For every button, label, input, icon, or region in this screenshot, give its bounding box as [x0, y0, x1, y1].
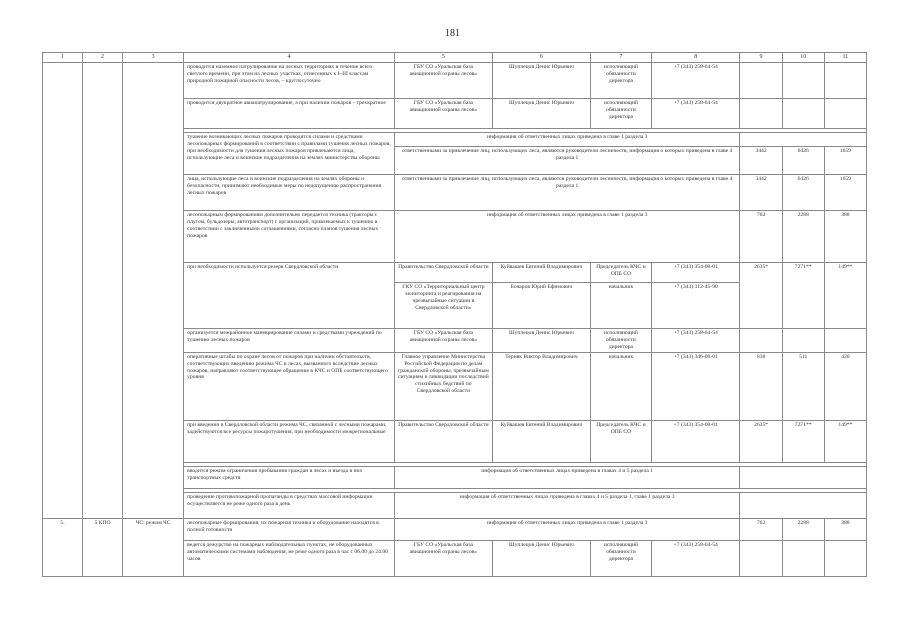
measure-cell: проводится двукратное авиапатрулирование, а при наличии пожаров – трехкратное	[184, 99, 395, 129]
count-cell: 2635*	[740, 263, 782, 329]
measure-cell: оперативные штабы по охране лесов от пожаров при наличии обстоятельств, соответствующих введению режима ЧС в лесах, вызванного вследствие лесных пожаров, направляют соответствующее обращение в КЧС и ОПБ соответствующего уровня	[184, 352, 395, 420]
count-cell	[824, 329, 866, 353]
count-cell: 762	[740, 211, 782, 263]
count-cell: 2288	[782, 518, 824, 540]
count-cell	[824, 63, 866, 99]
info-cell: информация об ответственных лицах приведена в главе 1 раздела 3	[394, 211, 740, 263]
info-cell: ответственными за привлечение лиц, использующих леса, являются руководители лесничеств, информация о которых приведена в главе 4 раздела 1	[394, 175, 740, 211]
col-header: 7	[590, 53, 651, 63]
count-cell: 2635*	[740, 420, 782, 462]
count-cell	[782, 540, 824, 576]
info-cell: ответственными за привлечение лиц, использующих леса, являются руководители лесничеств, информация о которых приведена в главе 4 раздела 1	[394, 147, 740, 175]
count-cell: 1659	[824, 175, 866, 211]
measure-cell: при введении в Свердловской области режима ЧС, связанной с лесными пожарами, задействуются все ресурсы пожаротушения, при необходимости межрегиональные	[184, 420, 395, 462]
position-cell: начальник	[590, 283, 651, 329]
response-measures-table	[42, 52, 867, 577]
phone-cell: +7 (343) 258-64-54	[651, 540, 740, 576]
count-cell	[740, 63, 782, 99]
count-cell: 420	[824, 352, 866, 420]
count-cell	[740, 133, 867, 147]
info-cell: информация об ответственных лицах приведена в главе 1 раздела 3	[394, 133, 740, 147]
column-number-row	[43, 53, 867, 63]
org-cell: Главное управление Министерства Российской Федерации по делам гражданской обороны, чрезвычайным ситуациям и ликвидации последствий стихийных бедствий по Свердловской области	[394, 352, 492, 420]
position-cell: исполняющий обязанности директора	[590, 540, 651, 576]
cell-number	[43, 63, 83, 519]
org-cell: ГБУ СО «Уральская база авиационной охраны лесов»	[394, 540, 492, 576]
table-row	[43, 518, 867, 540]
col-header: 2	[83, 53, 123, 63]
person-cell: Терняк Виктор Владимирович	[492, 352, 590, 420]
count-cell: 762	[740, 518, 782, 540]
count-cell: 149**	[824, 420, 866, 462]
info-cell: информация об ответственных лицах приведена в главе 1 раздела 3	[394, 518, 740, 540]
col-header: 8	[651, 53, 740, 63]
col-header: 10	[782, 53, 824, 63]
count-cell	[782, 99, 824, 129]
count-cell: 3442	[740, 147, 782, 175]
person-cell: Куйвашев Евгений Владимирович	[492, 420, 590, 462]
org-cell: Правительство Свердловской области	[394, 263, 492, 283]
count-cell: 7271**	[782, 420, 824, 462]
count-cell	[740, 329, 782, 353]
col-header: 1	[43, 53, 83, 63]
position-cell: начальник	[590, 352, 651, 420]
org-cell: ГБУ СО «Уральская база авиационной охраны лесов»	[394, 329, 492, 353]
phone-cell: +7 (343) 346-00-01	[651, 352, 740, 420]
person-cell: Шуплецов Денис Юрьевич	[492, 63, 590, 99]
org-cell: ГКУ СО «Территориальный центр мониторинга и реагирования на чрезвычайные ситуации в Свердловской области»	[394, 283, 492, 329]
page-number: 181	[445, 28, 460, 39]
org-cell: ГБУ СО «Уральская база авиационной охраны лесов»	[394, 63, 492, 99]
count-cell: 388	[824, 518, 866, 540]
table-row	[43, 63, 867, 99]
count-cell: 2288	[782, 211, 824, 263]
phone-cell: +7 (343) 258-64-54	[651, 63, 740, 99]
cell-number: 5.	[43, 518, 83, 576]
count-cell: 6426	[782, 175, 824, 211]
measure-cell: при необходимости используется резерв Свердловской области	[184, 263, 395, 329]
position-cell: исполняющий обязанности директора	[590, 329, 651, 353]
count-cell	[740, 99, 782, 129]
position-cell: Председатель КЧС и ОПБ СО	[590, 420, 651, 462]
person-cell: Шуплецов Денис Юрьевич	[492, 99, 590, 129]
col-header: 4	[184, 53, 395, 63]
measure-cell: лесопожарным формированиям дополнительно передается техника (тракторы с плугом, бульдозеры, автотранспорт) с организаций, привлекаемых к тушению в соответствии с заключенными соглашениями, согласно планов тушения лесных пожаров	[184, 211, 395, 263]
count-cell	[740, 466, 867, 488]
org-cell: ГБУ СО «Уральская база авиационной охраны лесов»	[394, 99, 492, 129]
count-cell	[740, 540, 782, 576]
person-cell: Шуплецов Денис Юрьевич	[492, 540, 590, 576]
count-cell: 838	[740, 352, 782, 420]
count-cell	[782, 63, 824, 99]
col-header: 3	[123, 53, 184, 63]
measure-cell: тушение возникающих лесных пожаров проводится силами и средствами лесопожарных формирований в соответствии с правилами тушения лесных пожаров, при необходимости для тушения лесных пожаров привлекаются лица, использующие леса и воинские подразделения на землях министерства обороны	[184, 133, 395, 175]
count-cell: 7271**	[782, 263, 824, 329]
count-cell	[782, 329, 824, 353]
measure-cell: организуется межрайонное маневрирование силами и средствами учреждений по тушению лесных пожаров	[184, 329, 395, 353]
position-cell: Председатель КЧС и ОПБ СО	[590, 263, 651, 283]
count-cell	[824, 99, 866, 129]
count-cell: 149**	[824, 263, 866, 329]
person-cell: Куйвашев Евгений Владимирович	[492, 263, 590, 283]
count-cell: 3442	[740, 175, 782, 211]
count-cell	[824, 540, 866, 576]
cell-level	[83, 63, 123, 519]
cell-level: 5 КПО	[83, 518, 123, 576]
person-cell: Шуплецов Денис Юрьевич	[492, 329, 590, 353]
count-cell: 1659	[824, 147, 866, 175]
info-cell: информация об ответственных лицах приведена в главах 4 и 5 раздела 1	[394, 466, 740, 488]
person-cell: Бочаров Юрий Ефимович	[492, 283, 590, 329]
org-cell: Правительство Свердловской области	[394, 420, 492, 462]
phone-cell: +7 (343) 354-00-01	[651, 420, 740, 462]
count-cell	[740, 492, 867, 518]
col-header: 9	[740, 53, 782, 63]
phone-cell: +7 (343) 258-64-54	[651, 329, 740, 353]
measure-cell: лесопожарные формирования, их пожарная техника и оборудование находятся в полной готовности	[184, 518, 395, 540]
count-cell: 511	[782, 352, 824, 420]
phone-cell: +7 (343) 258-64-54	[651, 99, 740, 129]
measure-cell: проведение противопожарной пропаганды в средствах массовой информации осуществляется не реже одного раза в день	[184, 492, 395, 518]
position-cell: исполняющий обязанности директора	[590, 63, 651, 99]
phone-cell: +7 (343) 354-00-01	[651, 263, 740, 283]
count-cell: 6426	[782, 147, 824, 175]
cell-mode	[123, 63, 184, 519]
col-header: 5	[394, 53, 492, 63]
phone-cell: +7 (343) 312-45-90	[651, 283, 740, 329]
col-header: 6	[492, 53, 590, 63]
info-cell: информация об ответственных лицах приведена в главах 4 и 5 раздела 1, главе 1 раздела 3	[394, 492, 740, 518]
col-header: 11	[824, 53, 866, 63]
measure-cell: проводится наземное патрулирование на лесных территориях в течение всего светлого времени, при этом на лесных участках, отнесенных к I–III классам природной пожарной опасности лесов, – круглосуточно	[184, 63, 395, 99]
measure-cell: лица, использующие леса и воинские подразделения на землях обороны и безопасности, принимают необходимые меры по недопущению распространения лесных пожаров	[184, 175, 395, 211]
cell-mode: ЧС: режим ЧС	[123, 518, 184, 576]
measure-cell: вводится режим ограничения пребывания граждан в лесах и въезда в них транспортных средств	[184, 466, 395, 488]
measure-cell: ведется дежурство на пожарных наблюдательных пунктах, не оборудованных автоматическими системами наблюдения, не реже одного раза в час с 06.00 до 24.00 часов	[184, 540, 395, 576]
position-cell: исполняющий обязанности директора	[590, 99, 651, 129]
count-cell: 388	[824, 211, 866, 263]
